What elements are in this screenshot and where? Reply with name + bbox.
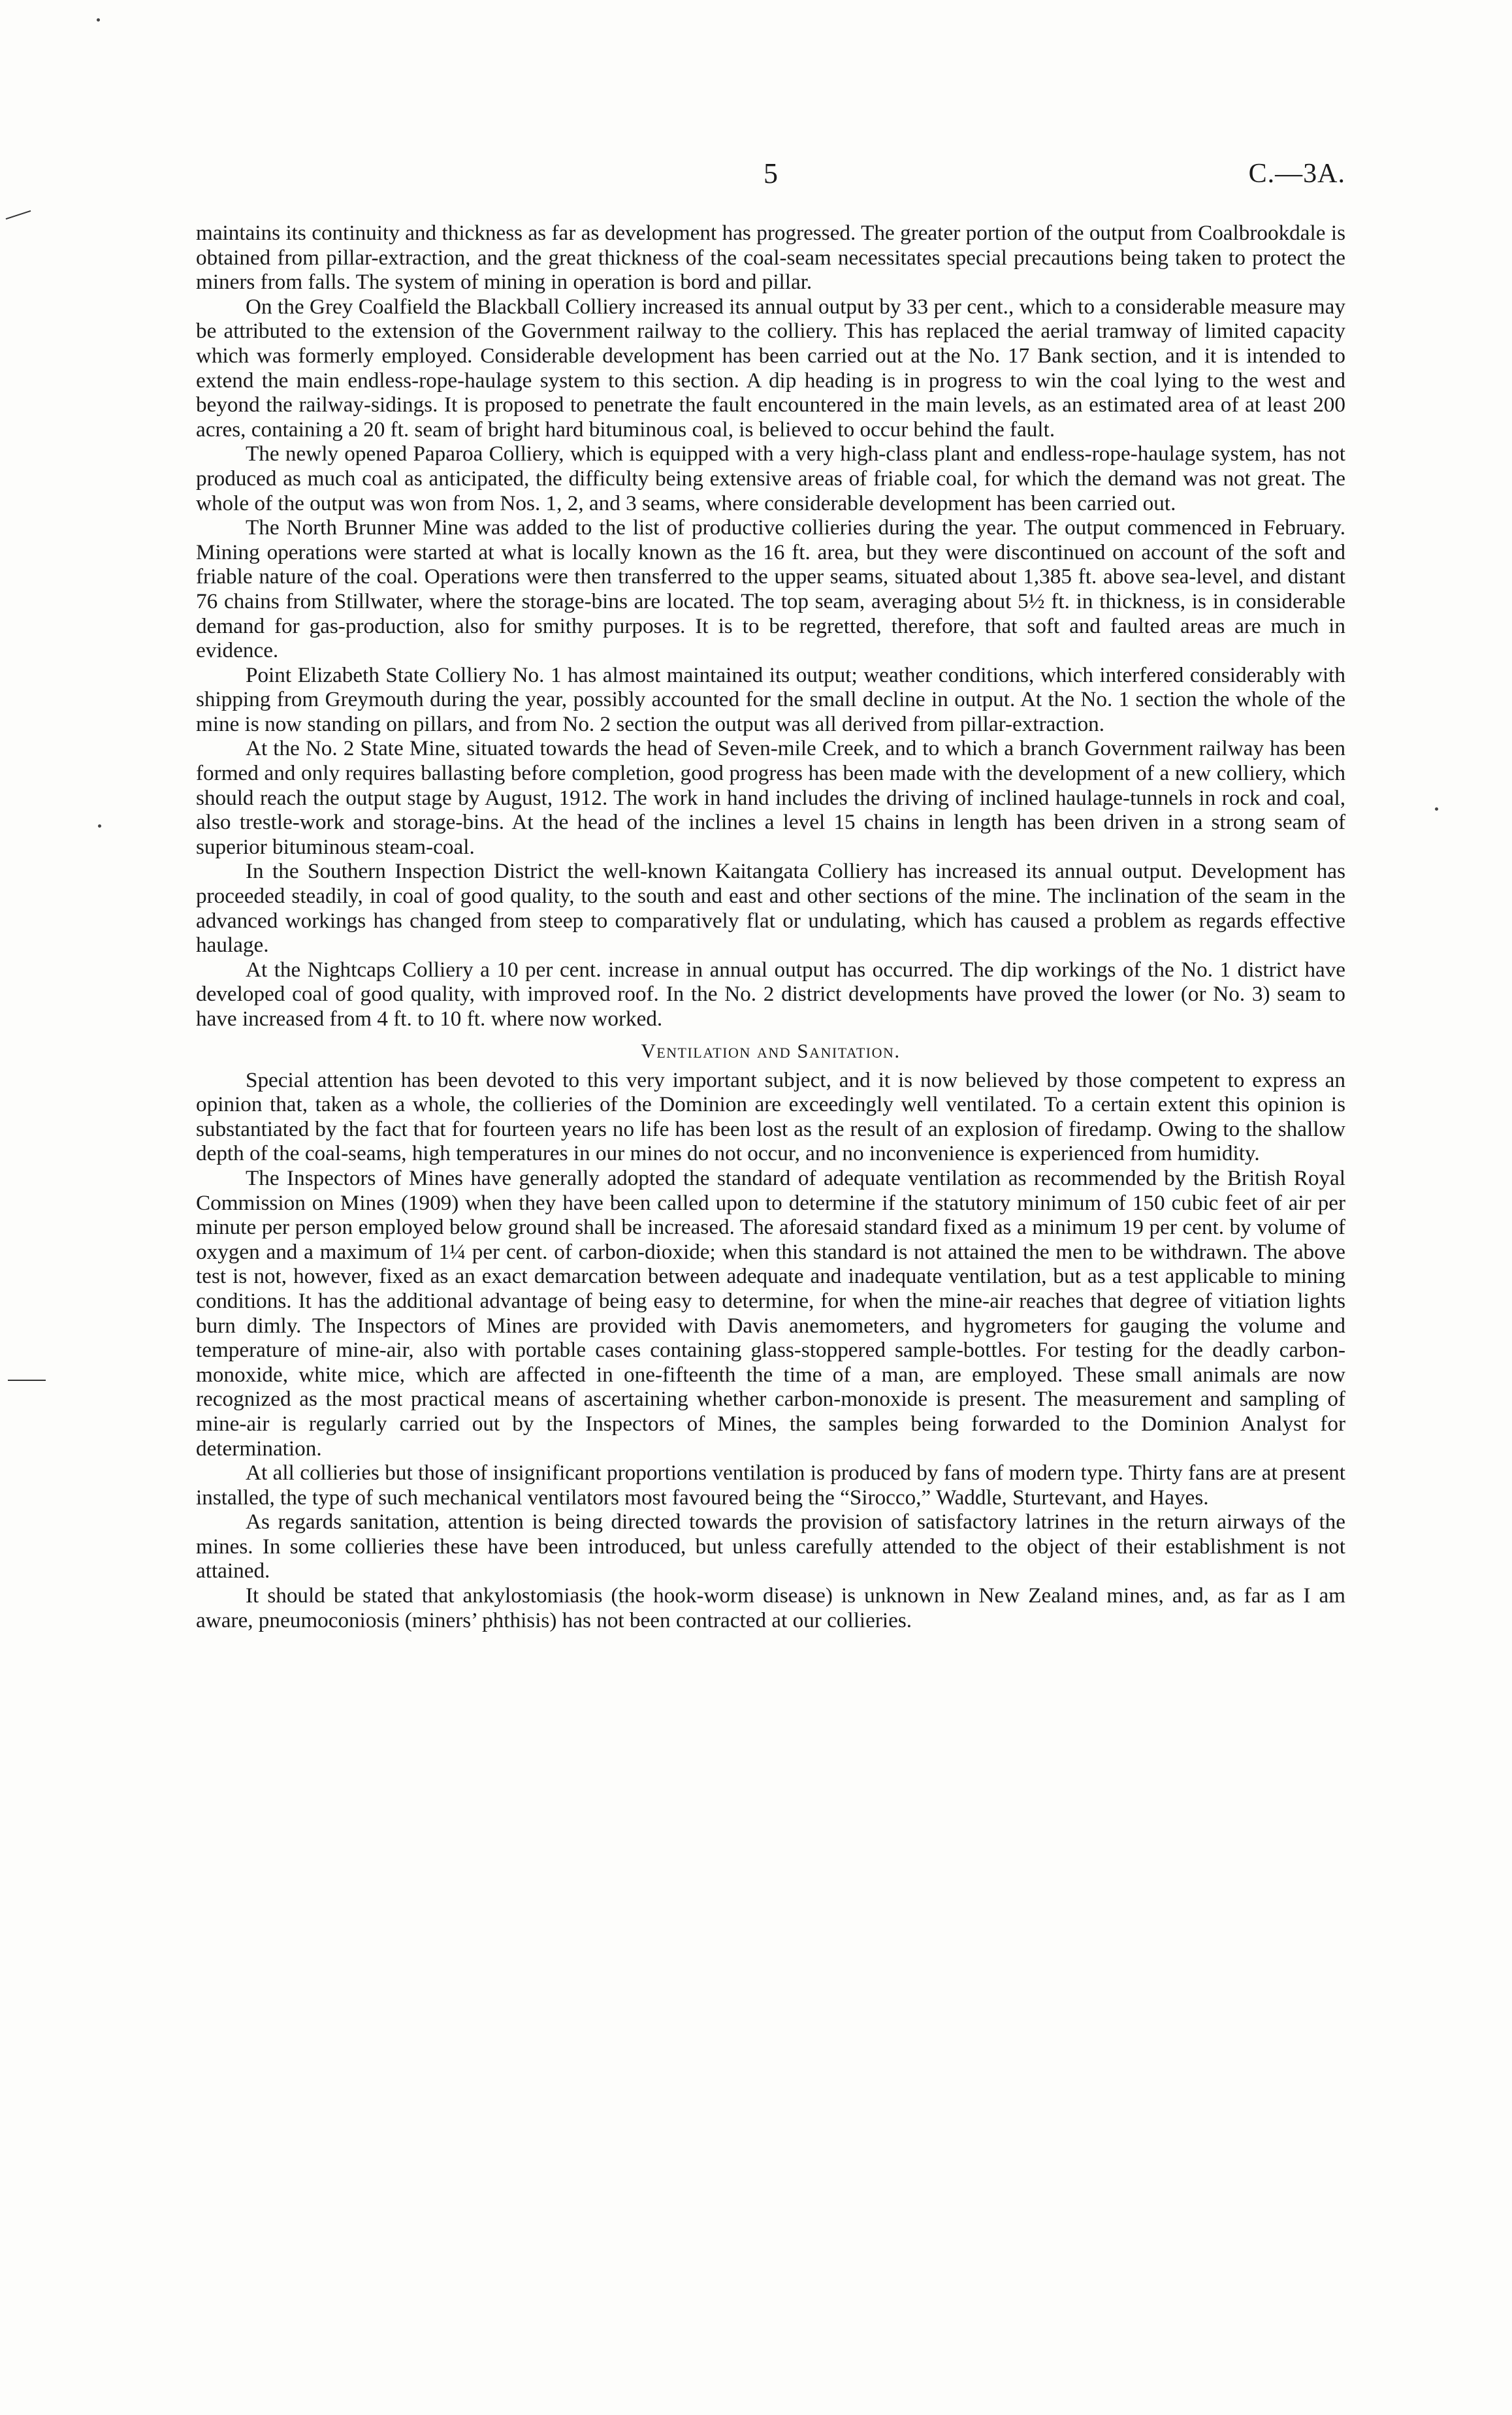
margin-mark-top (6, 210, 31, 219)
margin-mark-middle (8, 1380, 46, 1381)
paragraph-kaitangata: In the Southern Inspection District the well-known Kaitangata Colliery has increased its annual output. Development has proceeded steadily, in coal of good quality, to the south and east and other sections of the mine. The inclination of the seam in the advanced workings has changed from steep to comparatively flat or undulating, which has caused a problem as regards effective haulage. (196, 859, 1345, 958)
paragraph-state-mine-2: At the No. 2 State Mine, situated towards the head of Seven-mile Creek, and to which a branch Government railway has been formed and only requires ballasting before completion, good progress has been made with the development of a new colliery, which should reach the output stage by August, 1912. The work in hand includes the driving of inclined haulage-tunnels in rock and coal, also trestle-work and storage-bins. At the head of the inclines a level 15 chains in length has been driven in a strong seam of superior bituminous steam-coal. (196, 736, 1345, 859)
paragraph-continuation: maintains its continuity and thickness as far as development has progressed. The greater portion of the output from Coalbrookdale is obtained from pillar-extraction, and the great thickness of the coal-seam necessitates special precautions being taken to protect the miners from falls. The system of mining in operation is bord and pillar. (196, 221, 1345, 295)
paragraph-ventilation-standard: The Inspectors of Mines have generally adopted the standard of adequate ventilation as recommended by the British Royal Commission on Mines (1909) when they have been called upon to determine if the statutory minimum of 150 cubic feet of air per minute per person employed below ground shall be increased. The aforesaid standard fixed as a minimum 19 per cent. by volume of oxygen and a maximum of 1¼ per cent. of carbon-dioxide; when this standard is not attained the men to be withdrawn. The above test is not, however, fixed as an exact demarcation between adequate and inadequate ventilation, but as a test applicable to mining conditions. It has the additional advantage of being easy to determine, for when the mine-air reaches that degree of vitiation lights burn dimly. The Inspectors of Mines are provided with Davis anemometers, and hygrometers for gauging the volume and temperature of mine-air, also with portable cases containing glass-stoppered sample-bottles. For testing for the deadly carbon-monoxide, white mice, which are affected in one-fifteenth the time of a man, are employed. These small animals are now recognized as the most practical means of ascertaining whether carbon-monoxide is present. The measurement and sampling of mine-air is regularly carried out by the Inspectors of Mines, the samples being forwarded to the Dominion Analyst for determination. (196, 1165, 1345, 1461)
paragraph-ventilation-intro: Special attention has been devoted to this very important subject, and it is now believed by those competent to express an opinion that, taken as a whole, the collieries of the Dominion are exceedingly well ventilated. To a certain extent this opinion is substantiated by the fact that for fourteen years no life has been lost as the result of an explosion of firedamp. Owing to the shallow depth of the coal-seams, high temperatures in our mines do not occur, and no inconvenience is experienced from humidity. (196, 1067, 1345, 1166)
speck-left-1 (98, 824, 101, 828)
speck-top (97, 18, 100, 22)
paragraph-paparoa: The newly opened Paparoa Colliery, which is equipped with a very high-class plant and endless-rope-haulage system, has not produced as much coal as anticipated, the difficulty being extensive areas of friable coal, for which the demand was not great. The whole of the output was won from Nos. 1, 2, and 3 seams, where considerable development has been carried out. (196, 442, 1345, 515)
paragraph-sanitation: As regards sanitation, attention is being directed towards the provision of satisfactory latrines in the return airways of the mines. In some collieries these have been introduced, but unless carefully attended to the object of their establishment is not attained. (196, 1510, 1345, 1583)
paragraph-north-brunner: The North Brunner Mine was added to the list of productive collieries during the year. The output commenced in February. Mining operations were started at what is locally known as the 16 ft. area, but they were discontinued on account of the soft and friable nature of the coal. Operations were then transferred to the upper seams, situated about 1,385 ft. above sea-level, and distant 76 chains from Stillwater, where the storage-bins are located. The top seam, averaging about 5½ ft. in thickness, is in considerable demand for gas-production, also for smithy purposes. It is to be regretted, therefore, that soft and faulted areas are much in evidence. (196, 515, 1345, 663)
paragraph-point-elizabeth: Point Elizabeth State Colliery No. 1 has almost maintained its output; weather conditions, which interfered considerably with shipping from Greymouth during the year, possibly accounted for the small decline in output. At the No. 1 section the whole of the mine is now standing on pillars, and from No. 2 section the output was all derived from pillar-extraction. (196, 662, 1345, 736)
body-text (196, 221, 1345, 1632)
section-heading-ventilation: Ventilation and Sanitation. (641, 1039, 901, 1062)
speck-right-1 (1435, 807, 1438, 811)
paragraph-ankylostomiasis: It should be stated that ankylostomiasis (the hook-worm disease) is unknown in New Zealand mines, and, as far as I am aware, pneumoconiosis (miners’ phthisis) has not been contracted at our collieries. (196, 1583, 1345, 1632)
page-header (196, 154, 1345, 193)
document-reference: C.—3A. (1248, 159, 1345, 189)
paragraph-fans: At all collieries but those of insignificant proportions ventilation is produced by fans of modern type. Thirty fans are at present installed, the type of such mechanical ventilators most favoured being the “Sirocco,” Waddle, Sturtevant, and Hayes. (196, 1461, 1345, 1510)
page-number: 5 (764, 157, 778, 189)
paragraph-nightcaps: At the Nightcaps Colliery a 10 per cent. increase in annual output has occurred. The dip workings of the No. 1 district have developed coal of good quality, with improved roof. In the No. 2 district developments have proved the lower (or No. 3) seam to have increased from 4 ft. to 10 ft. where now worked. (196, 957, 1345, 1031)
paragraph-blackball: On the Grey Coalfield the Blackball Colliery increased its annual output by 33 per cent., which to a considerable measure may be attributed to the extension of the Government railway to the colliery. This has replaced the aerial tramway of limited capacity which was formerly employed. Considerable development has been carried out at the No. 17 Bank section, and it is intended to extend the main endless-rope-haulage system to this section. A dip heading is in progress to win the coal lying to the west and beyond the railway-sidings. It is proposed to penetrate the fault encountered in the main levels, as an estimated area of at least 200 acres, containing a 20 ft. seam of bright hard bituminous coal, is believed to occur behind the fault. (196, 294, 1345, 442)
